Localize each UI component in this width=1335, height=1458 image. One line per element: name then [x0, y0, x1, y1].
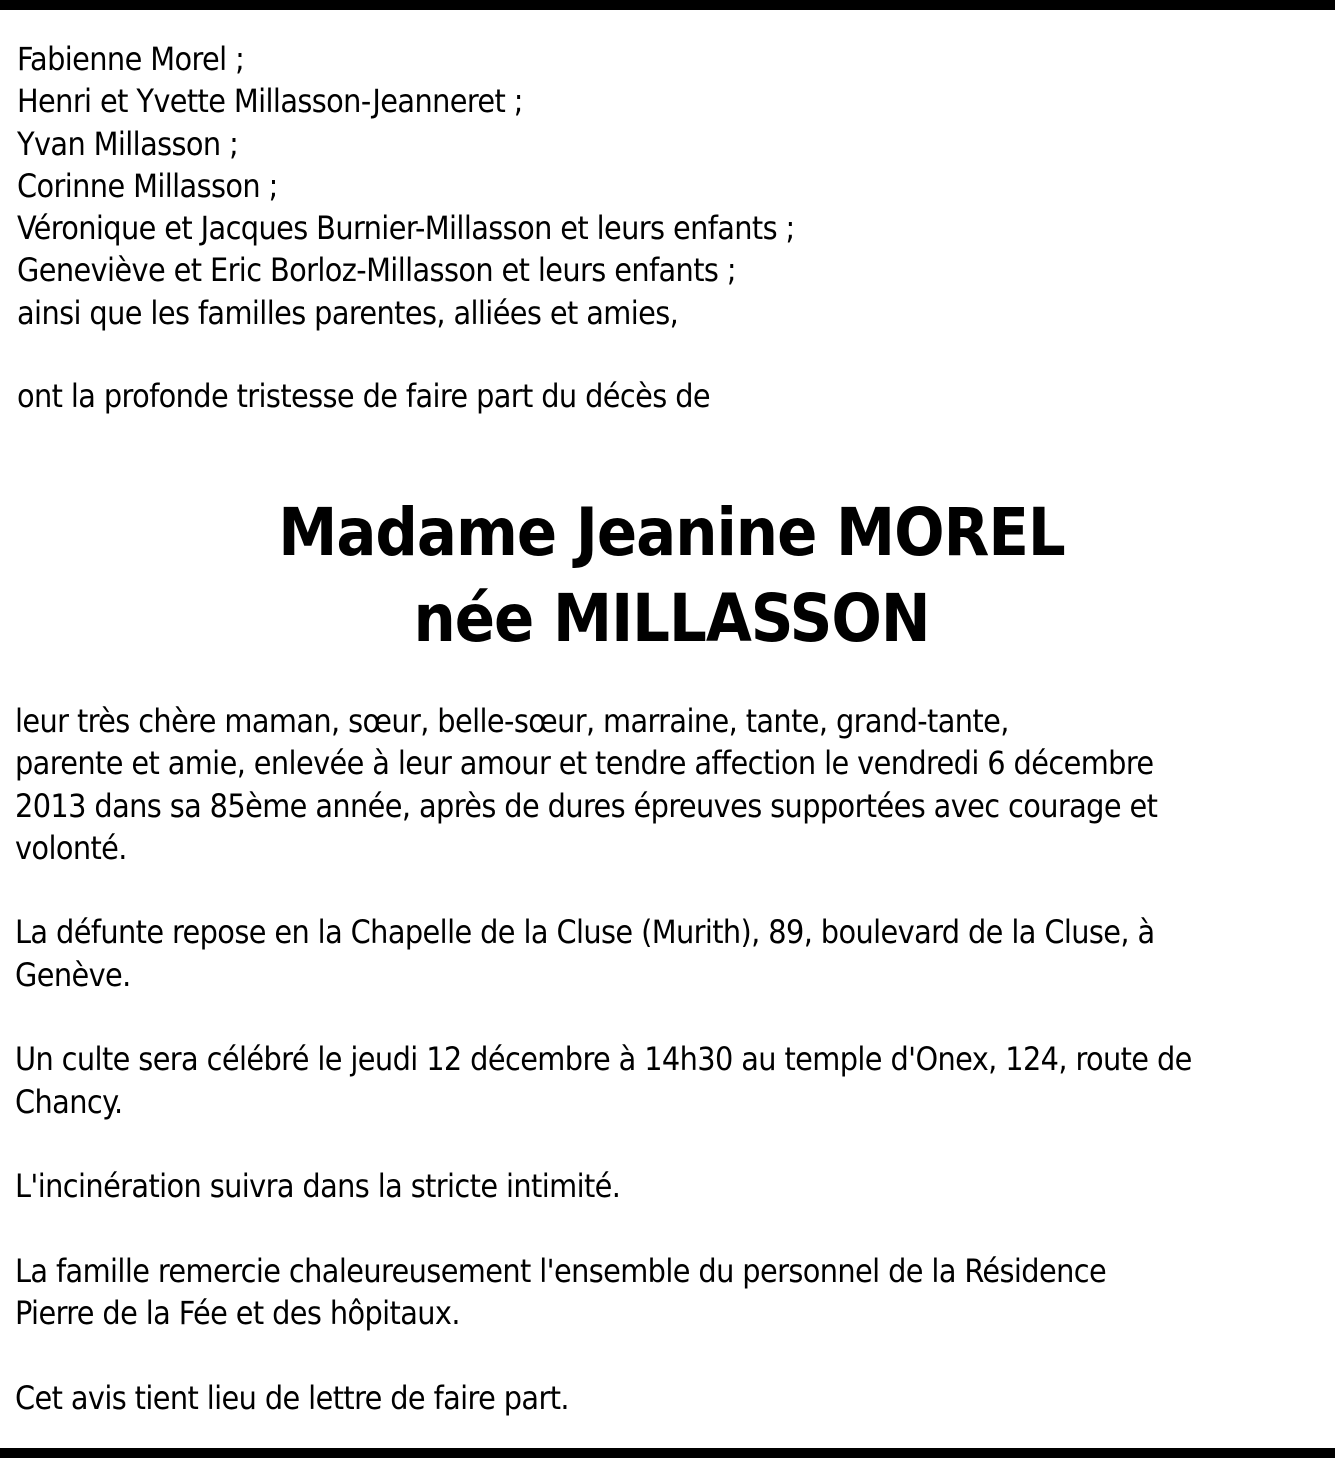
culte-paragraph: [15, 1038, 1325, 1123]
family-line: Henri et Yvette Millasson-Jeanneret ;: [17, 82, 523, 121]
announcement-text: ont la profonde tristesse de faire part du décès de: [17, 377, 710, 415]
repose-line: Genève.: [15, 955, 131, 994]
tribute-line: volonté.: [15, 828, 127, 867]
thanks-paragraph: [15, 1250, 1325, 1335]
tribute-line: 2013 dans sa 85ème année, après de dures épreuves supportées avec courage et: [15, 786, 1158, 825]
deceased-maiden-name: née MILLASSON: [413, 580, 930, 657]
thanks-line: La famille remercie chaleureusement l'ensemble du personnel de la Résidence: [15, 1251, 1107, 1290]
tribute-paragraph: [15, 700, 1325, 869]
family-list: [17, 38, 795, 334]
tribute-line: parente et amie, enlevée à leur amour et tendre affection le vendredi 6 décembre: [15, 744, 1154, 783]
family-line: Fabienne Morel ;: [17, 40, 245, 78]
notice-line: Cet avis tient lieu de lettre de faire part.: [15, 1378, 569, 1417]
tribute-line: leur très chère maman, sœur, belle-sœur, marraine, tante, grand-tante,: [15, 702, 1009, 740]
culte-line: Chancy.: [15, 1082, 123, 1121]
incineration-line: L'incinération suivra dans la stricte intimité.: [15, 1167, 621, 1206]
obituary-body: [15, 700, 1325, 1419]
family-line: Véronique et Jacques Burnier-Millasson et leurs enfants ;: [17, 209, 795, 248]
notice-paragraph: [15, 1377, 1325, 1419]
family-line: Corinne Millasson ;: [17, 166, 278, 205]
family-line: Yvan Millasson ;: [17, 124, 239, 163]
incineration-paragraph: [15, 1165, 1325, 1207]
family-line: Geneviève et Eric Borloz-Millasson et leurs enfants ;: [17, 251, 736, 290]
deceased-name: Madame Jeanine MOREL: [278, 494, 1065, 571]
culte-line: Un culte sera célébré le jeudi 12 décembre à 14h30 au temple d'Onex, 124, route de: [15, 1040, 1192, 1079]
bottom-border-rule: [0, 1448, 1335, 1458]
repose-line: La défunte repose en la Chapelle de la Cluse (Murith), 89, boulevard de la Cluse, à: [15, 913, 1155, 952]
repose-paragraph: [15, 911, 1325, 996]
deceased-name-block: [0, 490, 1335, 662]
family-line: ainsi que les familles parentes, alliées et amies,: [17, 293, 679, 332]
top-border-rule: [0, 0, 1335, 10]
thanks-line: Pierre de la Fée et des hôpitaux.: [15, 1294, 460, 1333]
